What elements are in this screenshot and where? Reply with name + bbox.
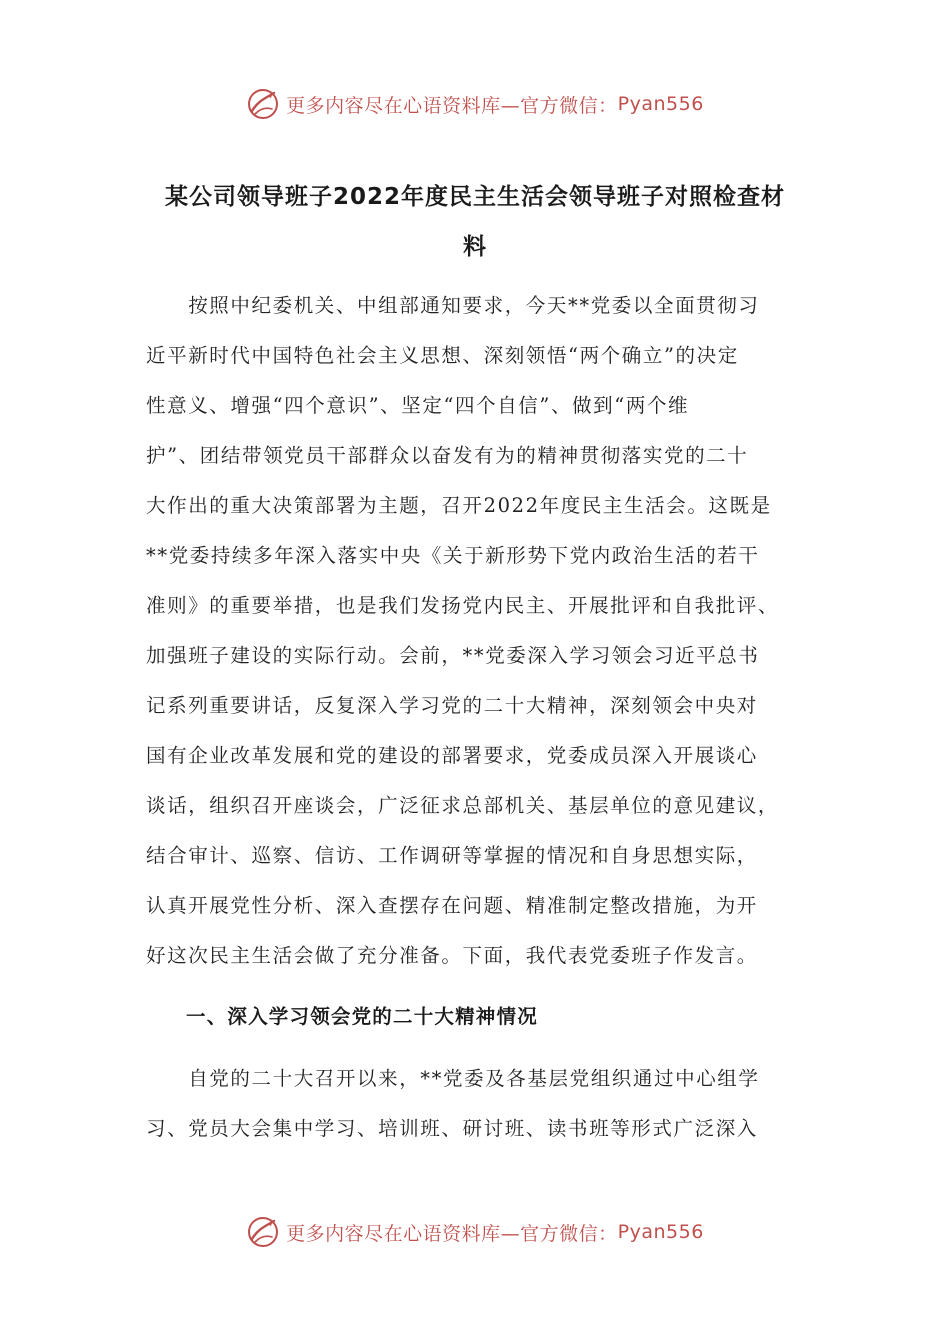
paragraph-line: 记系列重要讲话，反复深入学习党的二十大精神，深刻领会中央对 <box>146 694 758 717</box>
paragraph-line: 准则》的重要举措，也是我们发扬党内民主、开展批评和自我批评、 <box>146 594 780 617</box>
intro-paragraph <box>146 281 808 981</box>
section-1-paragraph <box>146 1054 808 1154</box>
wechat-id: Pyan556 <box>617 1221 704 1243</box>
paragraph-line: 性意义、增强“四个意识”、坚定“四个自信”、做到“两个维 <box>146 394 690 417</box>
banner-text: 更多内容尽在心语资料库—官方微信： <box>286 94 618 117</box>
wechat-id: Pyan556 <box>617 93 704 115</box>
pen-signature-icon <box>246 1215 280 1249</box>
footer-banner <box>0 1210 950 1254</box>
paragraph-line: 大作出的重大决策部署为主题，召开2022年度民主生活会。这既是 <box>146 494 772 517</box>
paragraph-line: **党委持续多年深入落实中央《关于新形势下党内政治生活的若干 <box>146 544 760 567</box>
paragraph-line: 按照中纪委机关、中组部通知要求，今天**党委以全面贯彻习 <box>146 294 760 317</box>
paragraph-line: 国有企业改革发展和党的建设的部署要求，党委成员深入开展谈心 <box>146 744 758 767</box>
paragraph-line: 近平新时代中国特色社会主义思想、深刻领悟“两个确立”的决定 <box>146 344 739 367</box>
section-heading-1: 一、深入学习领会党的二十大精神情况 <box>186 1005 538 1028</box>
paragraph-line: 认真开展党性分析、深入查摆存在问题、精准制定整改措施，为开 <box>146 894 758 917</box>
paragraph-line: 好这次民主生活会做了充分准备。下面，我代表党委班子作发言。 <box>146 944 758 967</box>
title-line-2: 料 <box>463 234 487 260</box>
title-line-1: 某公司领导班子2022年度民主生活会领导班子对照检查材 <box>164 184 785 210</box>
paragraph-line: 自党的二十大召开以来，**党委及各基层党组织通过中心组学 <box>146 1067 760 1090</box>
paragraph-line: 习、党员大会集中学习、培训班、研讨班、读书班等形式广泛深入 <box>146 1117 758 1140</box>
paragraph-line: 加强班子建设的实际行动。会前，**党委深入学习领会习近平总书 <box>146 644 760 667</box>
pen-signature-icon <box>246 87 280 121</box>
paragraph-line: 结合审计、巡察、信访、工作调研等掌握的情况和自身思想实际， <box>146 844 758 867</box>
paragraph-line: 护”、团结带领党员干部群众以奋发有为的精神贯彻落实党的二十 <box>146 444 749 467</box>
banner-text: 更多内容尽在心语资料库—官方微信： <box>286 1222 618 1245</box>
document-title <box>110 172 840 272</box>
header-banner <box>0 82 950 126</box>
paragraph-line: 谈话，组织召开座谈会，广泛征求总部机关、基层单位的意见建议， <box>146 794 780 817</box>
